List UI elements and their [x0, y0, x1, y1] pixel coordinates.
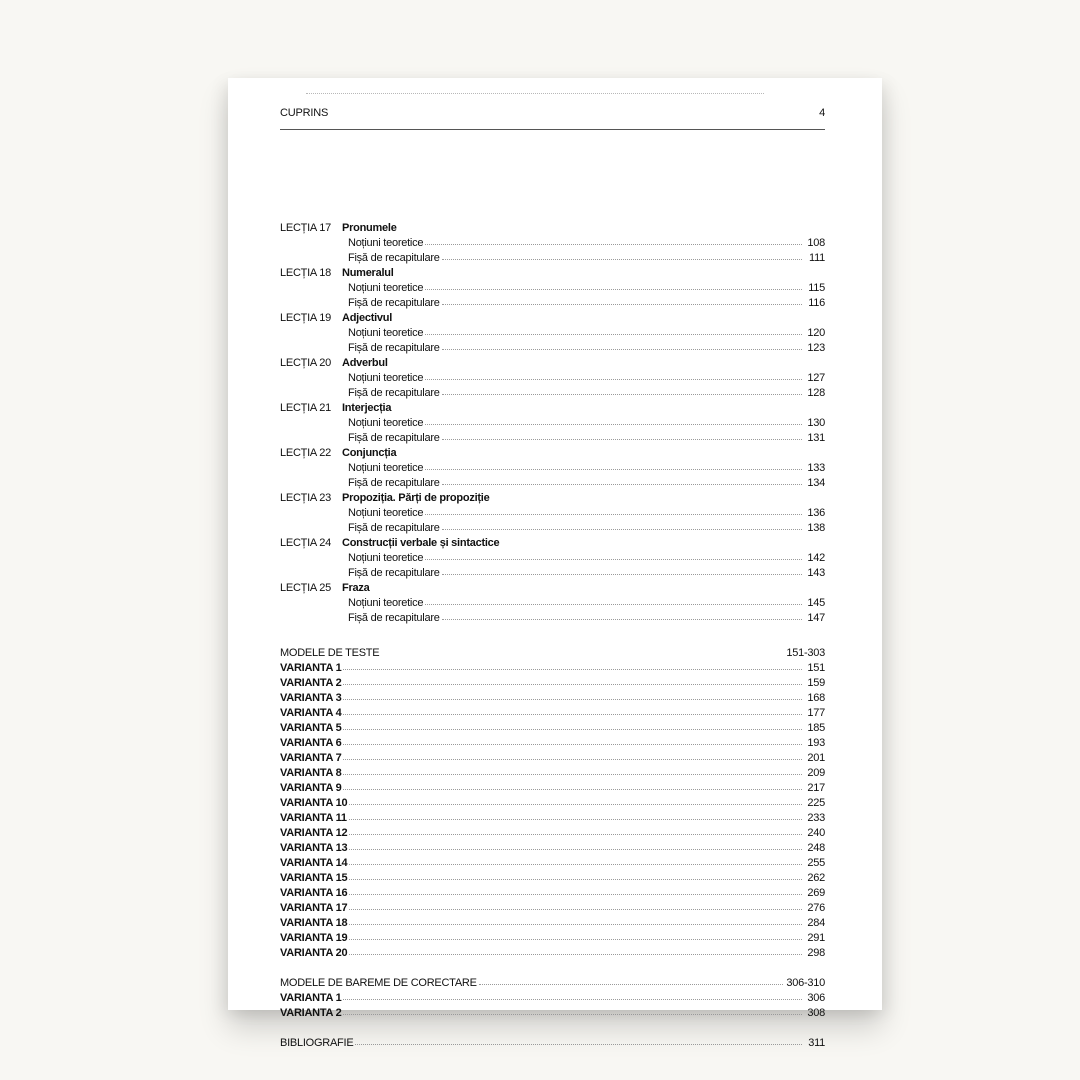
variant-page: 201 — [807, 752, 825, 764]
dot-leader — [343, 714, 802, 715]
lesson-number: LECȚIA 18 — [280, 267, 331, 279]
lesson-number: LECȚIA 19 — [280, 312, 331, 324]
variant-page: 233 — [807, 812, 825, 824]
entry-label: Fișă de recapitulare — [348, 612, 440, 624]
lesson-heading-row — [280, 311, 825, 326]
dot-leader — [343, 999, 802, 1000]
variant-row — [280, 721, 825, 736]
entry-page: 111 — [809, 252, 825, 264]
lesson-entry-row — [280, 236, 825, 251]
lesson-title: Pronumele — [342, 222, 397, 234]
dot-leader — [442, 484, 802, 485]
variant-row — [280, 991, 825, 1006]
lesson-title: Fraza — [342, 582, 370, 594]
entry-page: 133 — [807, 462, 825, 474]
variant-label: VARIANTA 12 — [280, 827, 348, 839]
variant-page: 291 — [807, 932, 825, 944]
bibliography-page: 311 — [808, 1037, 825, 1049]
variant-page: 217 — [807, 782, 825, 794]
dot-leader — [442, 439, 802, 440]
variant-row — [280, 796, 825, 811]
entry-page: 120 — [807, 327, 825, 339]
lesson-entry-row — [280, 476, 825, 491]
variant-row — [280, 676, 825, 691]
entry-label: Fișă de recapitulare — [348, 252, 440, 264]
variant-page: 306 — [807, 992, 825, 1004]
variant-row — [280, 781, 825, 796]
entry-label: Fișă de recapitulare — [348, 297, 440, 309]
lesson-title: Interjecția — [342, 402, 392, 414]
dot-leader — [349, 954, 802, 955]
entry-page: 143 — [807, 567, 825, 579]
lesson-entry-row — [280, 596, 825, 611]
dot-leader — [343, 774, 802, 775]
variant-row — [280, 931, 825, 946]
variant-page: 262 — [807, 872, 825, 884]
variant-row — [280, 946, 825, 961]
lesson-title: Conjuncția — [342, 447, 397, 459]
lesson-heading-row — [280, 356, 825, 371]
dot-leader — [425, 514, 802, 515]
variant-row — [280, 1006, 825, 1021]
entry-page: 145 — [807, 597, 825, 609]
dot-leader — [349, 819, 802, 820]
entry-label: Noțiuni teoretice — [348, 552, 424, 564]
entry-page: 115 — [808, 282, 825, 294]
variant-label: VARIANTA 14 — [280, 857, 348, 869]
lesson-number: LECȚIA 23 — [280, 492, 331, 504]
variant-page: 193 — [807, 737, 825, 749]
lesson-entry-row — [280, 341, 825, 356]
lesson-heading-row — [280, 491, 825, 506]
variant-page: 177 — [807, 707, 825, 719]
lesson-heading-row — [280, 221, 825, 236]
dot-leader — [442, 304, 802, 305]
page-header — [280, 107, 825, 130]
lesson-heading-row — [280, 536, 825, 551]
variant-page: 284 — [807, 917, 825, 929]
variant-page: 151 — [807, 662, 825, 674]
variant-label: VARIANTA 8 — [280, 767, 342, 779]
entry-label: Noțiuni teoretice — [348, 507, 424, 519]
variant-page: 209 — [807, 767, 825, 779]
entry-label: Noțiuni teoretice — [348, 597, 424, 609]
lesson-number: LECȚIA 17 — [280, 222, 331, 234]
variant-row — [280, 826, 825, 841]
variant-label: VARIANTA 5 — [280, 722, 342, 734]
tests-section — [280, 646, 825, 961]
entry-label: Noțiuni teoretice — [348, 327, 424, 339]
dot-leader — [343, 1014, 802, 1015]
dot-leader — [349, 834, 802, 835]
dot-leader — [349, 939, 802, 940]
variant-page: 240 — [807, 827, 825, 839]
dot-leader — [425, 244, 802, 245]
entry-label: Fișă de recapitulare — [348, 342, 440, 354]
entry-page: 127 — [807, 372, 825, 384]
top-dotted-rule — [306, 93, 764, 94]
variant-row — [280, 856, 825, 871]
entry-page: 130 — [807, 417, 825, 429]
barems-heading-row — [280, 976, 825, 991]
lesson-number: LECȚIA 24 — [280, 537, 331, 549]
lesson-entry-row — [280, 431, 825, 446]
variant-page: 255 — [807, 857, 825, 869]
variant-page: 185 — [807, 722, 825, 734]
dot-leader — [425, 334, 802, 335]
lesson-heading-row — [280, 266, 825, 281]
variant-label: VARIANTA 6 — [280, 737, 342, 749]
dot-leader — [343, 699, 802, 700]
variant-label: VARIANTA 13 — [280, 842, 348, 854]
barems-section — [280, 976, 825, 1021]
variant-row — [280, 901, 825, 916]
lesson-entry-row — [280, 461, 825, 476]
lessons-section — [280, 221, 825, 626]
lesson-entry-row — [280, 251, 825, 266]
dot-leader — [442, 619, 802, 620]
dot-leader — [425, 289, 802, 290]
lesson-entry-row — [280, 521, 825, 536]
dot-leader — [349, 804, 802, 805]
variant-page: 276 — [807, 902, 825, 914]
variant-label: VARIANTA 18 — [280, 917, 348, 929]
entry-label: Fișă de recapitulare — [348, 432, 440, 444]
variant-label: VARIANTA 3 — [280, 692, 342, 704]
variant-label: VARIANTA 17 — [280, 902, 348, 914]
lesson-heading-row — [280, 446, 825, 461]
variant-page: 159 — [807, 677, 825, 689]
bibliography-label: BIBLIOGRAFIE — [280, 1037, 354, 1049]
book-page — [228, 78, 882, 1049]
variant-page: 298 — [807, 947, 825, 959]
variant-page: 225 — [807, 797, 825, 809]
dot-leader — [425, 604, 802, 605]
lesson-number: LECȚIA 22 — [280, 447, 331, 459]
dot-leader — [442, 259, 802, 260]
entry-label: Fișă de recapitulare — [348, 567, 440, 579]
lesson-entry-row — [280, 326, 825, 341]
entry-page: 128 — [807, 387, 825, 399]
entry-label: Noțiuni teoretice — [348, 237, 424, 249]
dot-leader — [343, 759, 802, 760]
variant-label: VARIANTA 2 — [280, 677, 342, 689]
variant-row — [280, 871, 825, 886]
variant-label: VARIANTA 4 — [280, 707, 342, 719]
entry-label: Noțiuni teoretice — [348, 282, 424, 294]
tests-page-range: 151-303 — [786, 647, 825, 659]
entry-label: Noțiuni teoretice — [348, 462, 424, 474]
entry-page: 147 — [807, 612, 825, 624]
variant-row — [280, 916, 825, 931]
entry-page: 134 — [807, 477, 825, 489]
variant-row — [280, 766, 825, 781]
lesson-title: Adjectivul — [342, 312, 393, 324]
variant-label: VARIANTA 7 — [280, 752, 342, 764]
variant-row — [280, 886, 825, 901]
lesson-number: LECȚIA 21 — [280, 402, 331, 414]
lesson-entry-row — [280, 506, 825, 521]
variant-page: 308 — [807, 1007, 825, 1019]
tests-heading: MODELE DE TESTE — [280, 647, 380, 659]
lesson-heading-row — [280, 581, 825, 596]
lesson-title: Propoziția. Părți de propoziție — [342, 492, 490, 504]
dot-leader — [349, 894, 802, 895]
lesson-entry-row — [280, 551, 825, 566]
tests-heading-row — [280, 646, 825, 661]
variant-page: 269 — [807, 887, 825, 899]
dot-leader — [343, 789, 802, 790]
variant-label: VARIANTA 19 — [280, 932, 348, 944]
dot-leader — [343, 684, 802, 685]
lesson-entry-row — [280, 611, 825, 626]
variant-label: VARIANTA 20 — [280, 947, 348, 959]
variant-page: 168 — [807, 692, 825, 704]
lesson-number: LECȚIA 20 — [280, 357, 331, 369]
variant-row — [280, 841, 825, 856]
lesson-entry-row — [280, 296, 825, 311]
dot-leader — [349, 864, 802, 865]
lesson-title: Construcții verbale și sintactice — [342, 537, 500, 549]
lesson-entry-row — [280, 386, 825, 401]
lesson-entry-row — [280, 371, 825, 386]
entry-page: 131 — [807, 432, 825, 444]
lesson-entry-row — [280, 566, 825, 581]
lesson-title: Numeralul — [342, 267, 394, 279]
page-title: CUPRINS — [280, 107, 329, 119]
variant-label: VARIANTA 15 — [280, 872, 348, 884]
variant-label: VARIANTA 11 — [280, 812, 347, 824]
variant-row — [280, 736, 825, 751]
entry-page: 142 — [807, 552, 825, 564]
dot-leader — [442, 529, 802, 530]
dot-leader — [442, 349, 802, 350]
dot-leader — [343, 744, 802, 745]
variant-label: VARIANTA 2 — [280, 1007, 342, 1019]
entry-page: 138 — [807, 522, 825, 534]
entry-label: Fișă de recapitulare — [348, 387, 440, 399]
dot-leader — [442, 394, 802, 395]
dot-leader — [442, 574, 802, 575]
dot-leader — [349, 879, 802, 880]
variant-row — [280, 751, 825, 766]
dot-leader — [425, 424, 802, 425]
lesson-heading-row — [280, 401, 825, 416]
variant-label: VARIANTA 1 — [280, 992, 342, 1004]
variant-label: VARIANTA 9 — [280, 782, 342, 794]
dot-leader — [343, 669, 802, 670]
variant-label: VARIANTA 10 — [280, 797, 348, 809]
barems-heading: MODELE DE BAREME DE CORECTARE — [280, 977, 477, 989]
dot-leader — [343, 729, 802, 730]
barems-page-range: 306-310 — [786, 977, 825, 989]
bibliography-row — [280, 1036, 825, 1051]
variant-row — [280, 691, 825, 706]
entry-page: 108 — [807, 237, 825, 249]
entry-page: 136 — [807, 507, 825, 519]
dot-leader — [349, 909, 802, 910]
dot-leader — [425, 469, 802, 470]
lesson-entry-row — [280, 416, 825, 431]
entry-label: Fișă de recapitulare — [348, 477, 440, 489]
entry-page: 123 — [807, 342, 825, 354]
entry-label: Noțiuni teoretice — [348, 417, 424, 429]
variant-label: VARIANTA 1 — [280, 662, 342, 674]
dot-leader — [355, 1044, 802, 1045]
entry-page: 116 — [808, 297, 825, 309]
entry-label: Noțiuni teoretice — [348, 372, 424, 384]
page-number: 4 — [819, 107, 825, 119]
dot-leader — [425, 379, 802, 380]
dot-leader — [425, 559, 802, 560]
variant-page: 248 — [807, 842, 825, 854]
variant-label: VARIANTA 16 — [280, 887, 348, 899]
dot-leader — [349, 924, 802, 925]
bibliography-section — [280, 1036, 825, 1051]
variant-row — [280, 661, 825, 676]
lesson-title: Adverbul — [342, 357, 388, 369]
lesson-entry-row — [280, 281, 825, 296]
lesson-number: LECȚIA 25 — [280, 582, 331, 594]
entry-label: Fișă de recapitulare — [348, 522, 440, 534]
dot-leader — [349, 849, 802, 850]
variant-row — [280, 811, 825, 826]
dot-leader — [479, 984, 784, 985]
variant-row — [280, 706, 825, 721]
